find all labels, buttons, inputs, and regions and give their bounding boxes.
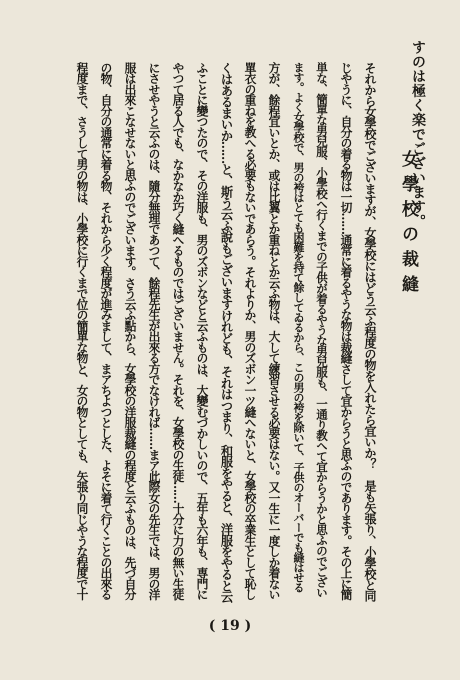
text-column-12: 服は出來こなせないと思ふのでございます。さう云ふ點から、女學校の洋服裁縫の程度と云ふものは、先づ自分 [123,62,137,600]
text-column-8: くはあるまいか……と、斯う云ふ說もございますけれども、それはつまり、和服をやると、洋服をやると云 [219,62,234,602]
text-column-13: の物、自分の通常に着る物、それから少く程度が進みまして、まアちよつとした、よそに着て行くことの出來る [99,62,113,600]
text-column-11: にさせやうと云ふのは、隨分無理であつて、餘程先生が出來る方でなければ……まア此際女の先生では、男の洋 [147,62,161,600]
text-column-5: ます。よく女學校で、男の袴はとても困難を持て餘してゐるから、この男の袴を除いて、子供のオーバーでも縫はせる [292,62,305,592]
text-column-3: じやうに、自分の着る物は一切……通常に着るやうな物は裁縫さして宜からうと思ふのであります。その上に簡 [339,62,353,600]
text-column-7: 單衣の重ねを教へる必要もないであらう。それよりか、男のズボン一ツ縫へないと、女學校の卒業生として恥し [243,62,257,600]
text-column-9: ふことに變つたので、その洋服も、男のズボンなどと云ふものは、大變むづかしいので、五年も六年も、専門に [195,62,209,600]
text-column-6: 方が、餘程宜いとか、或は比翼とか重ねとか云ふ物は、大して練習させる必要はない。又一生に一度しか着ない [267,62,281,600]
section-heading: 女學校の裁縫 [398,150,418,300]
text-column-14: 程度まで、さうして男の物は、小學校に行くまで位の簡單な物と、女の物としても、矢張り同じやうな程度で十 [75,62,89,600]
text-column-4: 単な、簡單な男兒服、小學校へ行くまでの子供が着るやうな男兒服も、一通り教へて宜からうかと思ふのでござい [315,62,329,598]
text-column-1: すのは極く楽でございます。 [410,40,426,229]
text-column-10: やつて居る人でも、なかなか巧く縫へるものではございません。それを、女學校の生徒……十分に力の無い生徒 [171,62,185,600]
text-column-2: それから女學校でございますが、女學校にはどう云ふ程度の物を入れたら宜いか？ 是も矢張り、小學校と同 [363,62,377,601]
page-number: ( 19 ) [208,618,252,634]
